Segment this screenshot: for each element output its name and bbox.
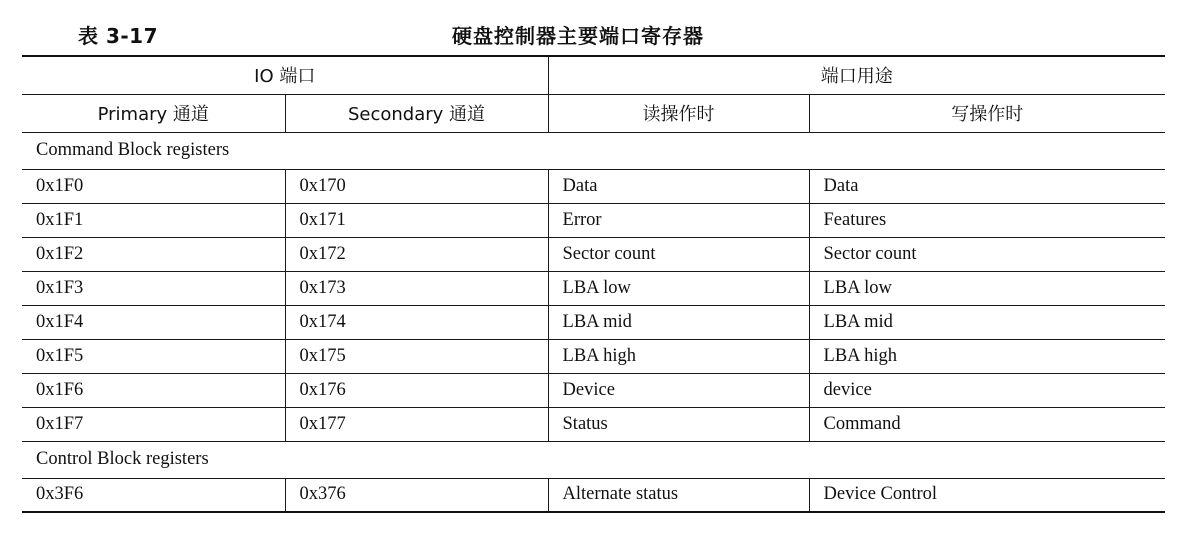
secondary-port: 0x177 — [285, 407, 548, 441]
section-title: Control Block registers — [22, 441, 1165, 478]
table-row — [22, 478, 1165, 512]
table-number: 表 3-17 — [78, 24, 159, 48]
header-read-op: 读操作时 — [548, 94, 809, 132]
table-row — [22, 169, 1165, 203]
read-usage: LBA high — [548, 339, 809, 373]
write-usage: Command — [809, 407, 1165, 441]
table-row — [22, 305, 1165, 339]
primary-port: 0x1F4 — [22, 305, 285, 339]
write-usage: Sector count — [809, 237, 1165, 271]
header-secondary-channel: Secondary 通道 — [285, 94, 548, 132]
primary-port: 0x1F6 — [22, 373, 285, 407]
table-row — [22, 271, 1165, 305]
table-row — [22, 237, 1165, 271]
read-usage: LBA low — [548, 271, 809, 305]
read-usage: Status — [548, 407, 809, 441]
header-group-row — [22, 56, 1165, 94]
primary-port: 0x1F1 — [22, 203, 285, 237]
read-usage: Error — [548, 203, 809, 237]
read-usage: Device — [548, 373, 809, 407]
table-row — [22, 407, 1165, 441]
read-usage: LBA mid — [548, 305, 809, 339]
read-usage: Alternate status — [548, 478, 809, 512]
write-usage: Device Control — [809, 478, 1165, 512]
primary-port: 0x3F6 — [22, 478, 285, 512]
table-row — [22, 203, 1165, 237]
header-primary-channel: Primary 通道 — [22, 94, 285, 132]
secondary-port: 0x173 — [285, 271, 548, 305]
primary-port: 0x1F3 — [22, 271, 285, 305]
write-usage: LBA high — [809, 339, 1165, 373]
table-row — [22, 339, 1165, 373]
primary-port: 0x1F2 — [22, 237, 285, 271]
write-usage: LBA low — [809, 271, 1165, 305]
secondary-port: 0x172 — [285, 237, 548, 271]
port-register-table — [22, 55, 1165, 513]
table-row — [22, 373, 1165, 407]
header-port-usage: 端口用途 — [548, 56, 1165, 94]
table-title: 硬盘控制器主要端口寄存器 — [452, 24, 704, 48]
section-row — [22, 441, 1165, 478]
header-column-row — [22, 94, 1165, 132]
write-usage: device — [809, 373, 1165, 407]
section-row — [22, 132, 1165, 169]
secondary-port: 0x376 — [285, 478, 548, 512]
secondary-port: 0x171 — [285, 203, 548, 237]
write-usage: LBA mid — [809, 305, 1165, 339]
primary-port: 0x1F5 — [22, 339, 285, 373]
secondary-port: 0x176 — [285, 373, 548, 407]
read-usage: Data — [548, 169, 809, 203]
header-write-op: 写操作时 — [809, 94, 1165, 132]
write-usage: Data — [809, 169, 1165, 203]
section-title: Command Block registers — [22, 132, 1165, 169]
primary-port: 0x1F7 — [22, 407, 285, 441]
secondary-port: 0x174 — [285, 305, 548, 339]
write-usage: Features — [809, 203, 1165, 237]
header-io-port: IO 端口 — [22, 56, 548, 94]
secondary-port: 0x170 — [285, 169, 548, 203]
secondary-port: 0x175 — [285, 339, 548, 373]
primary-port: 0x1F0 — [22, 169, 285, 203]
read-usage: Sector count — [548, 237, 809, 271]
